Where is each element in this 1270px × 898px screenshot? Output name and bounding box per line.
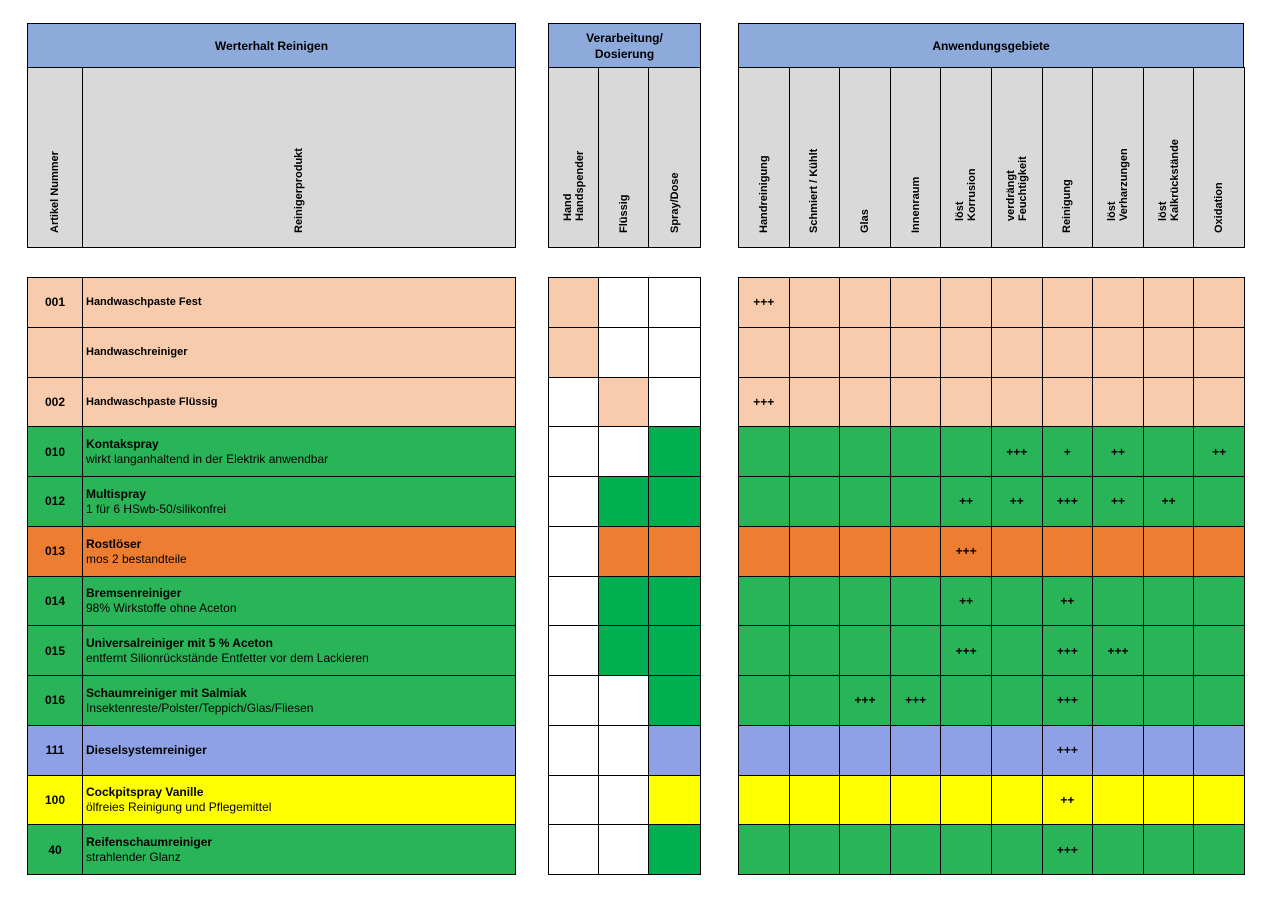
dosierung-cell <box>648 824 701 875</box>
product-name: Universalreiniger mit 5 % Aceton <box>86 636 273 651</box>
anwendung-cell <box>738 426 790 477</box>
dosierung-cell <box>648 277 701 328</box>
anwendung-cell: +++ <box>940 526 992 577</box>
dosierung-cell <box>548 775 599 826</box>
anwendung-cell <box>1143 576 1195 627</box>
col-header-anwendung-label-9: Oxidation <box>1213 182 1226 233</box>
anwendung-cell <box>789 725 841 776</box>
dosierung-cell <box>548 476 599 527</box>
anwendung-cell <box>839 775 891 826</box>
dosierung-cell <box>548 824 599 875</box>
anwendung-cell: +++ <box>738 377 790 428</box>
anwendung-cell: +++ <box>839 675 891 726</box>
anwendung-cell: +++ <box>1092 625 1144 676</box>
anwendung-cell: ++ <box>940 576 992 627</box>
anwendung-cell <box>890 625 942 676</box>
anwendung-cell <box>890 426 942 477</box>
row-product <box>82 426 516 477</box>
row-number: 010 <box>27 426 83 477</box>
anwendung-cell <box>1193 625 1245 676</box>
anwendung-cell <box>738 576 790 627</box>
dosierung-cell <box>548 625 599 676</box>
dosierung-cell <box>548 725 599 776</box>
anwendung-cell <box>890 526 942 577</box>
anwendung-cell <box>1042 377 1094 428</box>
anwendung-cell <box>1092 576 1144 627</box>
row-product <box>82 377 516 428</box>
product-name: Reifenschaumreiniger <box>86 835 213 850</box>
anwendung-cell <box>839 625 891 676</box>
anwendung-cell <box>1092 725 1144 776</box>
anwendung-cell: +++ <box>1042 675 1094 726</box>
row-number: 016 <box>27 675 83 726</box>
anwendung-cell <box>738 675 790 726</box>
anwendung-cell <box>839 824 891 875</box>
dosierung-cell <box>648 675 701 726</box>
product-description: wirkt langanhaltend in der Elektrik anwendbar <box>86 452 329 467</box>
anwendung-cell <box>890 824 942 875</box>
anwendung-cell <box>940 725 992 776</box>
anwendung-cell: ++ <box>1042 576 1094 627</box>
anwendung-cell <box>991 526 1043 577</box>
row-product <box>82 476 516 527</box>
anwendung-cell <box>991 377 1043 428</box>
anwendung-cell <box>1143 277 1195 328</box>
anwendung-cell: +++ <box>738 277 790 328</box>
anwendung-cell <box>1193 327 1245 378</box>
col-header-anwendung-4 <box>940 67 992 248</box>
dosierung-cell <box>548 426 599 477</box>
anwendung-cell <box>1143 824 1195 875</box>
anwendung-cell <box>890 327 942 378</box>
product-description: strahlender Glanz <box>86 850 181 865</box>
anwendung-cell <box>940 277 992 328</box>
dosierung-cell <box>548 377 599 428</box>
anwendung-cell <box>789 775 841 826</box>
product-name: Handwaschreiniger <box>86 346 188 359</box>
anwendung-cell <box>1143 377 1195 428</box>
anwendung-cell <box>1042 526 1094 577</box>
col-header-anwendung-9 <box>1193 67 1245 248</box>
product-name: Rostlöser <box>86 536 142 551</box>
anwendung-cell: ++ <box>991 476 1043 527</box>
anwendung-cell <box>991 327 1043 378</box>
col-header-anwendung-label-8: löst Kalkrückstände <box>1156 139 1181 221</box>
dosierung-cell <box>598 625 649 676</box>
col-header-dosierung-2 <box>648 67 701 248</box>
anwendung-cell: +++ <box>1042 824 1094 875</box>
anwendung-cell <box>991 277 1043 328</box>
row-number: 015 <box>27 625 83 676</box>
anwendung-cell <box>991 625 1043 676</box>
anwendung-cell <box>890 277 942 328</box>
anwendung-cell <box>839 576 891 627</box>
anwendung-cell <box>991 576 1043 627</box>
anwendung-cell <box>991 675 1043 726</box>
anwendung-cell <box>839 327 891 378</box>
dosierung-cell <box>598 775 649 826</box>
col-header-anwendung-label-0: Handreinigung <box>757 155 770 233</box>
dosierung-cell <box>648 526 701 577</box>
col-header-anwendung-0 <box>738 67 790 248</box>
anwendung-cell <box>940 675 992 726</box>
anwendung-cell: +++ <box>1042 625 1094 676</box>
row-product <box>82 277 516 328</box>
product-name: Handwaschpaste Flüssig <box>86 395 218 408</box>
anwendung-cell <box>1092 675 1144 726</box>
col-header-dosierung-label-1: Flüssig <box>617 194 630 233</box>
anwendung-cell <box>839 277 891 328</box>
col-header-anwendung-5 <box>991 67 1043 248</box>
anwendung-cell: + <box>1042 426 1094 477</box>
product-name: Bremsenreiniger <box>86 586 182 601</box>
anwendung-cell <box>738 725 790 776</box>
anwendung-cell <box>1193 277 1245 328</box>
anwendung-cell <box>738 526 790 577</box>
header-anwendungsgebiete: Anwendungsgebiete <box>738 23 1244 68</box>
anwendung-cell: ++ <box>1193 426 1245 477</box>
anwendung-cell <box>839 526 891 577</box>
col-header-anwendung-label-3: Innenraum <box>909 176 922 233</box>
anwendung-cell <box>1092 377 1144 428</box>
anwendung-cell <box>738 824 790 875</box>
product-name: Schaumreiniger mit Salmiak <box>86 685 247 700</box>
anwendung-cell <box>940 327 992 378</box>
anwendung-cell <box>1143 775 1195 826</box>
anwendung-cell <box>1193 576 1245 627</box>
col-header-produkt <box>82 67 516 248</box>
anwendung-cell <box>1092 277 1144 328</box>
anwendung-cell <box>940 824 992 875</box>
row-number: 100 <box>27 775 83 826</box>
anwendung-cell <box>789 625 841 676</box>
dosierung-cell <box>598 576 649 627</box>
anwendung-cell <box>890 476 942 527</box>
dosierung-cell <box>548 277 599 328</box>
anwendung-cell <box>1193 775 1245 826</box>
row-number: 001 <box>27 277 83 328</box>
anwendung-cell <box>1042 327 1094 378</box>
anwendung-cell <box>789 426 841 477</box>
anwendung-cell <box>991 824 1043 875</box>
anwendung-cell <box>1193 725 1245 776</box>
anwendung-cell <box>789 576 841 627</box>
row-product <box>82 775 516 826</box>
row-number: 014 <box>27 576 83 627</box>
col-header-anwendung-label-7: löst Verharzungen <box>1105 148 1130 221</box>
dosierung-cell <box>548 675 599 726</box>
product-description: mos 2 bestandteile <box>86 551 187 566</box>
product-name: Handwaschpaste Fest <box>86 296 202 309</box>
row-product <box>82 675 516 726</box>
col-header-artikel <box>27 67 83 248</box>
anwendung-cell: ++ <box>1092 426 1144 477</box>
dosierung-cell <box>598 426 649 477</box>
anwendung-cell: ++ <box>1042 775 1094 826</box>
anwendung-cell: +++ <box>1042 725 1094 776</box>
row-product <box>82 625 516 676</box>
anwendung-cell <box>738 625 790 676</box>
col-header-anwendung-7 <box>1092 67 1144 248</box>
row-product <box>82 526 516 577</box>
anwendung-cell <box>789 824 841 875</box>
col-header-dosierung-label-0: Hand Handspender <box>561 150 586 221</box>
anwendung-cell <box>890 725 942 776</box>
col-header-dosierung-1 <box>598 67 649 248</box>
anwendung-cell <box>1193 377 1245 428</box>
anwendung-cell: +++ <box>991 426 1043 477</box>
dosierung-cell <box>598 526 649 577</box>
product-name: Cockpitspray Vanille <box>86 785 204 800</box>
anwendung-cell <box>789 476 841 527</box>
dosierung-cell <box>598 824 649 875</box>
anwendung-cell <box>839 426 891 477</box>
anwendung-cell <box>890 775 942 826</box>
header-werterhalt: Werterhalt Reinigen <box>27 23 516 68</box>
dosierung-cell <box>598 327 649 378</box>
anwendung-cell <box>1143 526 1195 577</box>
row-product <box>82 576 516 627</box>
anwendung-cell <box>738 327 790 378</box>
dosierung-cell <box>598 675 649 726</box>
col-header-anwendung-label-2: Glas <box>858 209 871 233</box>
dosierung-cell <box>548 526 599 577</box>
col-header-anwendung-1 <box>789 67 841 248</box>
anwendung-cell <box>1092 824 1144 875</box>
dosierung-cell <box>648 426 701 477</box>
anwendung-cell <box>1193 675 1245 726</box>
anwendung-cell <box>1193 824 1245 875</box>
anwendung-cell <box>789 526 841 577</box>
col-header-anwendung-8 <box>1143 67 1195 248</box>
col-header-anwendung-3 <box>890 67 942 248</box>
dosierung-cell <box>648 327 701 378</box>
product-name: Kontakspray <box>86 437 159 452</box>
anwendung-cell: ++ <box>940 476 992 527</box>
anwendung-cell <box>1143 725 1195 776</box>
col-header-anwendung-label-1: Schmiert / Kühlt <box>808 148 821 233</box>
dosierung-cell <box>598 377 649 428</box>
anwendung-cell <box>890 377 942 428</box>
anwendung-cell <box>1092 775 1144 826</box>
anwendung-cell: ++ <box>1092 476 1144 527</box>
anwendung-cell <box>839 725 891 776</box>
anwendung-cell <box>940 426 992 477</box>
dosierung-cell <box>648 576 701 627</box>
col-header-anwendung-label-6: Reinigung <box>1061 179 1074 233</box>
row-product <box>82 327 516 378</box>
row-number: 013 <box>27 526 83 577</box>
anwendung-cell <box>991 725 1043 776</box>
product-description: ölfreies Reinigung und Pflegemittel <box>86 800 272 815</box>
anwendung-cell <box>839 377 891 428</box>
col-header-anwendung-label-5: verdrängt Feuchtigkeit <box>1004 156 1029 221</box>
col-header-anwendung-label-4: löst Korrusion <box>954 168 979 221</box>
col-header-produkt-label: Reinigerprodukt <box>293 148 305 233</box>
anwendung-cell: +++ <box>1042 476 1094 527</box>
anwendung-cell <box>789 675 841 726</box>
product-description: 98% Wirkstoffe ohne Aceton <box>86 601 237 616</box>
anwendung-cell <box>1143 625 1195 676</box>
anwendung-cell <box>890 576 942 627</box>
anwendung-cell <box>940 377 992 428</box>
anwendung-cell <box>1143 426 1195 477</box>
product-name: Dieselsystemreiniger <box>86 743 207 758</box>
anwendung-cell <box>789 377 841 428</box>
dosierung-cell <box>648 775 701 826</box>
dosierung-cell <box>648 476 701 527</box>
anwendung-cell <box>991 775 1043 826</box>
dosierung-cell <box>648 725 701 776</box>
anwendung-cell <box>1143 327 1195 378</box>
row-number <box>27 327 83 378</box>
dosierung-cell <box>598 725 649 776</box>
anwendung-cell <box>1143 675 1195 726</box>
dosierung-cell <box>548 576 599 627</box>
anwendung-cell: +++ <box>890 675 942 726</box>
anwendung-cell <box>839 476 891 527</box>
anwendung-cell: ++ <box>1143 476 1195 527</box>
anwendung-cell <box>738 476 790 527</box>
row-number: 40 <box>27 824 83 875</box>
row-number: 002 <box>27 377 83 428</box>
dosierung-cell <box>598 476 649 527</box>
row-product <box>82 725 516 776</box>
col-header-anwendung-6 <box>1042 67 1094 248</box>
header-verarbeitung: Verarbeitung/ Dosierung <box>548 23 701 68</box>
product-name: Multispray <box>86 486 147 501</box>
dosierung-cell <box>648 377 701 428</box>
anwendung-cell <box>789 277 841 328</box>
anwendung-cell: +++ <box>940 625 992 676</box>
anwendung-cell <box>1042 277 1094 328</box>
dosierung-cell <box>648 625 701 676</box>
anwendung-cell <box>1193 526 1245 577</box>
dosierung-cell <box>548 327 599 378</box>
product-description: Insektenreste/Polster/Teppich/Glas/Fliesen <box>86 700 314 715</box>
product-description: 1 für 6 HSwb-50/silikonfrei <box>86 501 227 516</box>
anwendung-cell <box>940 775 992 826</box>
col-header-anwendung-2 <box>839 67 891 248</box>
col-header-dosierung-0 <box>548 67 599 248</box>
row-number: 012 <box>27 476 83 527</box>
anwendung-cell <box>1092 327 1144 378</box>
dosierung-cell <box>598 277 649 328</box>
anwendung-cell <box>789 327 841 378</box>
row-product <box>82 824 516 875</box>
col-header-artikel-label: Artikel Nummer <box>49 151 61 233</box>
product-description: entfernt Silionrückstände Entfetter vor dem Lackieren <box>86 651 369 666</box>
row-number: 111 <box>27 725 83 776</box>
anwendung-cell <box>1092 526 1144 577</box>
col-header-dosierung-label-2: Spray/Dose <box>668 172 681 233</box>
anwendung-cell <box>738 775 790 826</box>
anwendung-cell <box>1193 476 1245 527</box>
